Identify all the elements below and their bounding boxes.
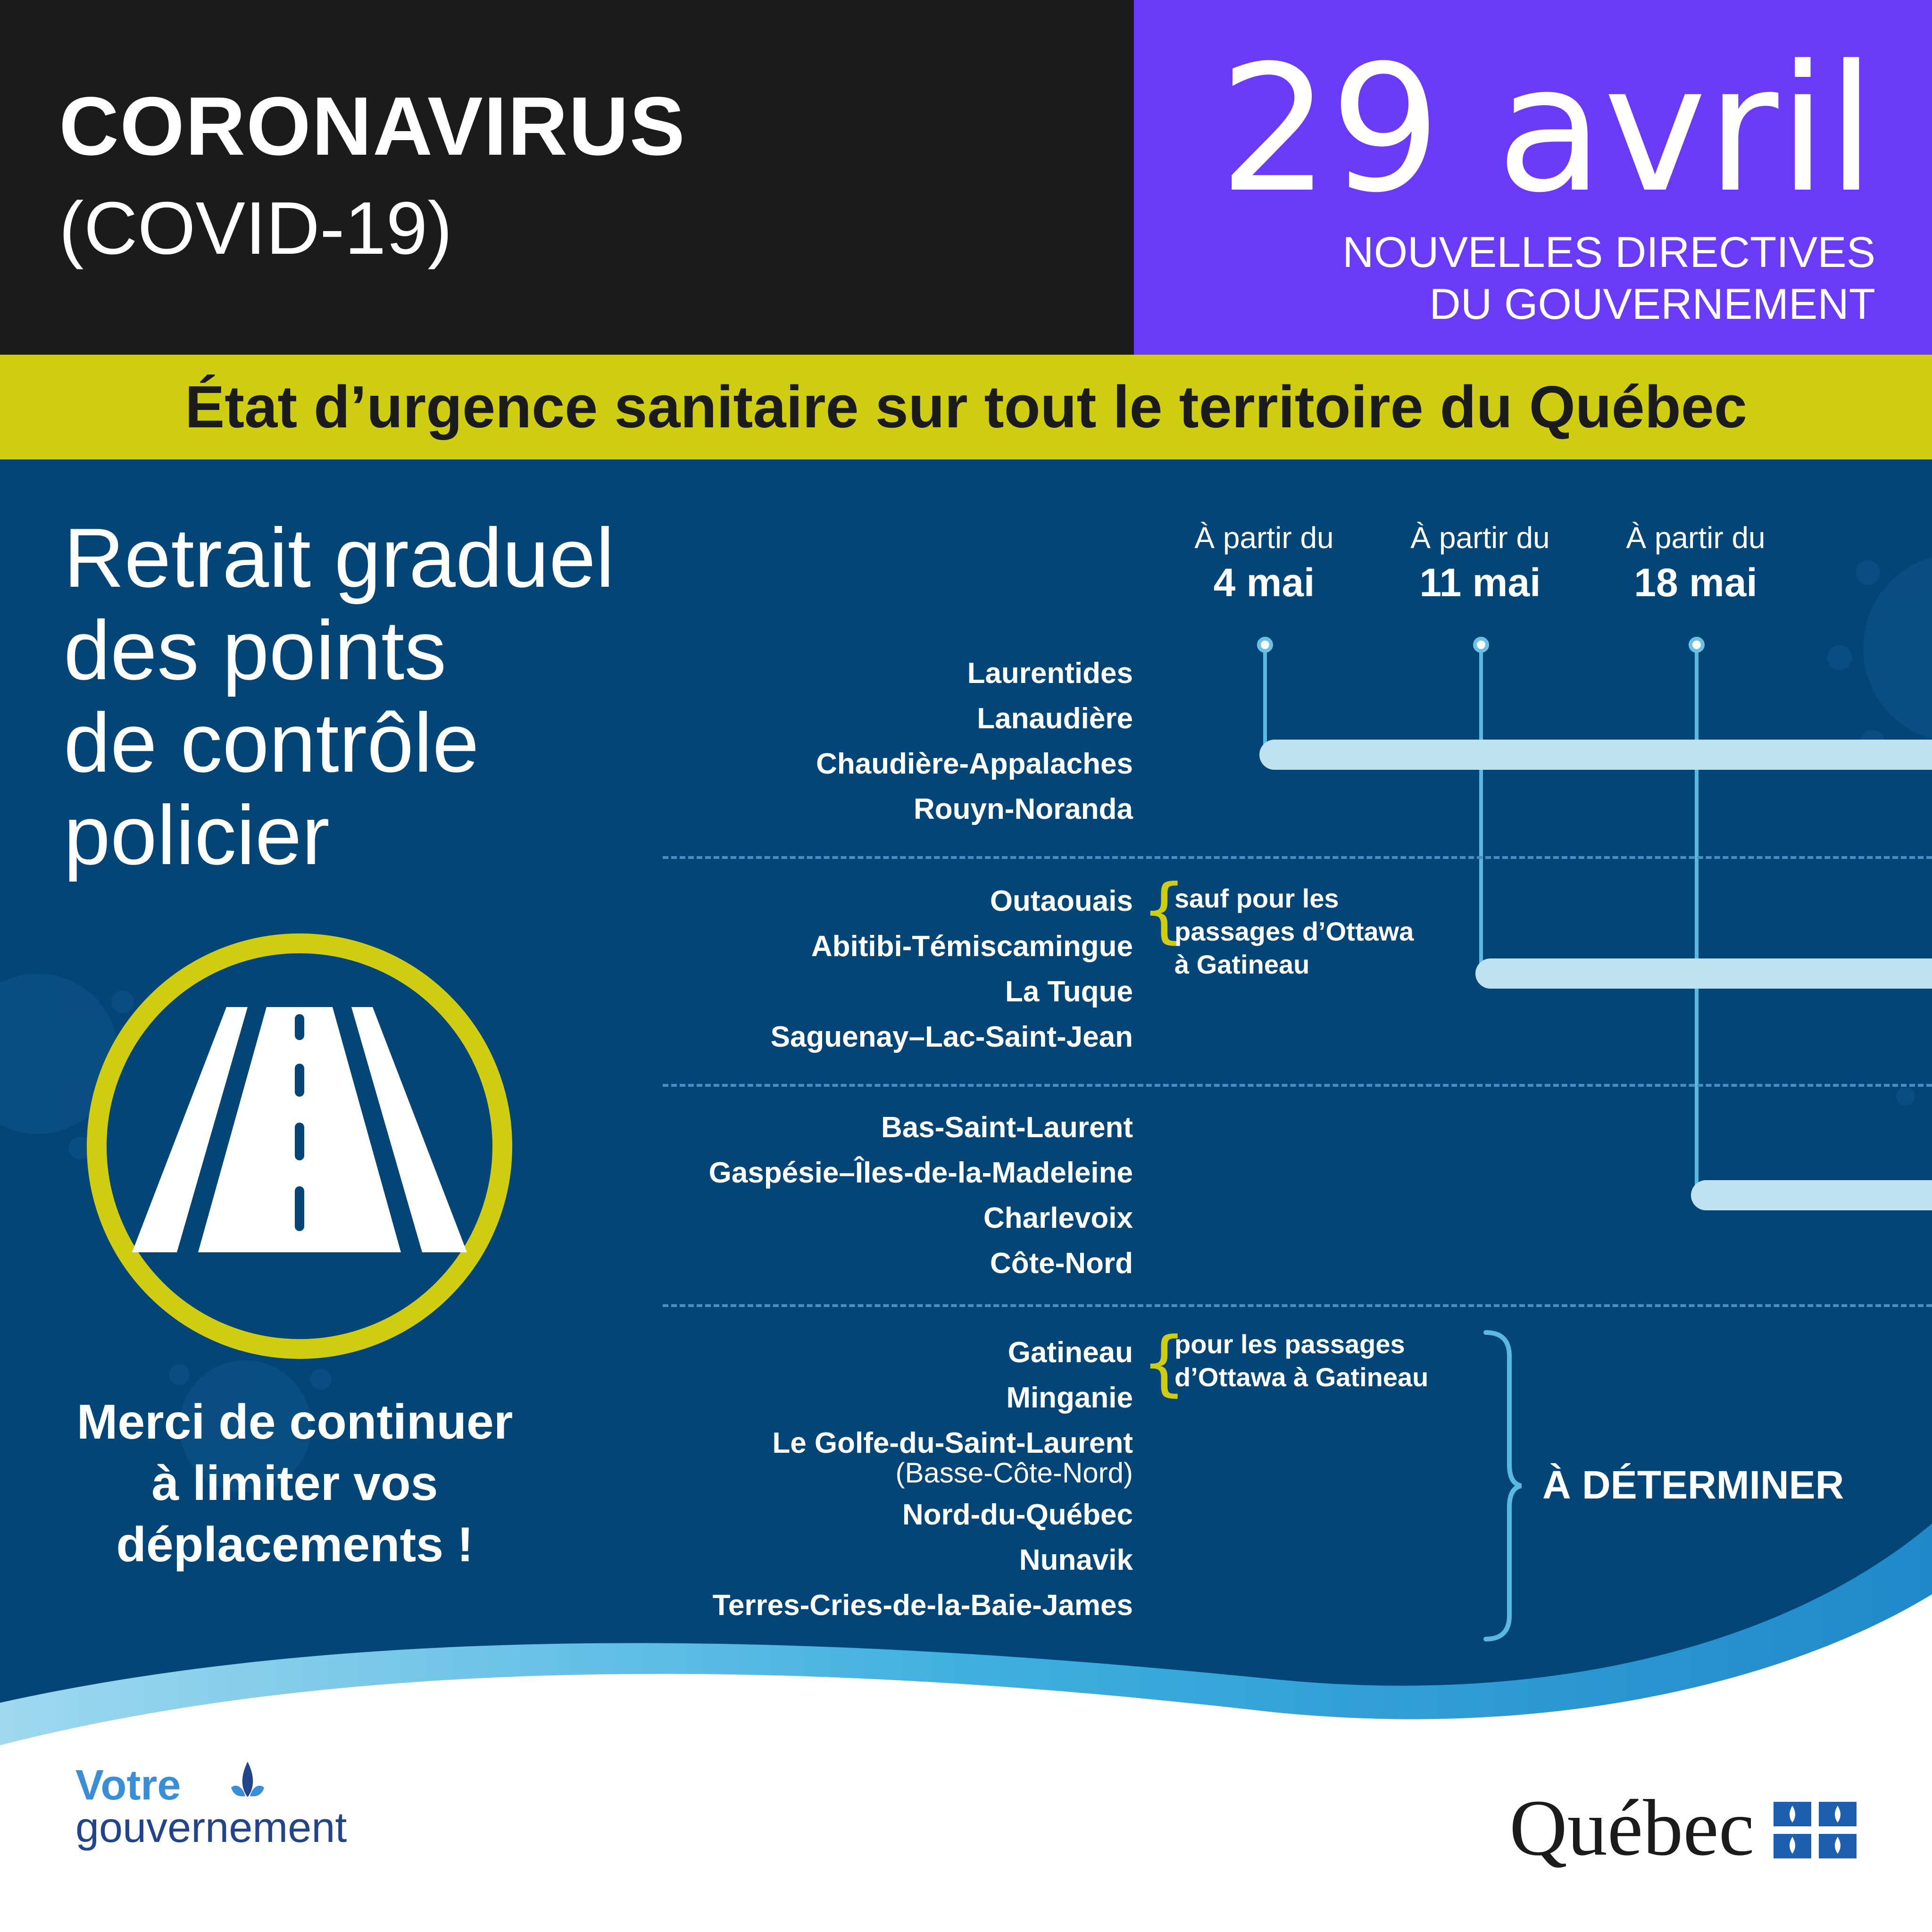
heading-line: policier (64, 788, 330, 882)
column-prefix: À partir du (1626, 521, 1765, 555)
votre-gouvernement-logo-line2: gouvernement (75, 1804, 347, 1851)
column-header-18-mai (1597, 519, 1795, 608)
timeline-bar-4-mai (1259, 740, 1932, 770)
directives-line-1: NOUVELLES DIRECTIVES (1342, 228, 1875, 276)
region-name: Outaouais (990, 885, 1133, 917)
region-name: Abitibi-Témiscamingue (811, 930, 1133, 963)
region-name: Minganie (1006, 1382, 1133, 1414)
timeline-bar-11-mai (1475, 958, 1932, 989)
votre-gouvernement-logo-line1: Votre (75, 1762, 181, 1809)
timeline-line-18-mai (1695, 646, 1699, 1198)
region-group-4-mai (816, 651, 1133, 832)
quebec-flag-icon (1774, 1802, 1857, 1858)
group-separator (663, 856, 1932, 859)
column-header-4-mai (1165, 519, 1363, 608)
main-heading (64, 512, 700, 882)
group-separator (663, 1304, 1932, 1307)
announcement-date: 29 avril (1219, 28, 1875, 231)
column-date: 18 mai (1634, 560, 1757, 605)
region-name: Le Golfe-du-Saint-Laurent (772, 1427, 1133, 1459)
column-prefix: À partir du (1194, 521, 1334, 555)
note-line: sauf pour les (1174, 883, 1339, 913)
timeline-line-11-mai (1479, 646, 1483, 976)
note-line: passages d’Ottawa (1174, 916, 1414, 946)
thanks-line: à limiter vos (151, 1456, 438, 1511)
group-separator (663, 1084, 1932, 1087)
column-date: 4 mai (1213, 560, 1315, 605)
column-header-11-mai (1381, 519, 1579, 608)
region-name: Laurentides (967, 657, 1133, 690)
directives-line-2: DU GOUVERNEMENT (1429, 280, 1875, 328)
region-name-sub: (Basse-Côte-Nord) (895, 1457, 1133, 1489)
region-group-11-mai (771, 879, 1133, 1060)
gatineau-note (1174, 1328, 1428, 1394)
note-line: d’Ottawa à Gatineau (1174, 1362, 1429, 1392)
region-name: Terres-Cries-de-la-Baie-James (712, 1589, 1133, 1622)
note-line: pour les passages (1174, 1329, 1405, 1359)
note-brace-icon: { (1141, 1322, 1187, 1404)
region-name: La Tuque (1005, 975, 1133, 1008)
column-date: 11 mai (1419, 560, 1541, 605)
quebec-wordmark: Québec (1509, 1783, 1755, 1872)
region-group-18-mai (709, 1105, 1133, 1286)
note-brace-icon: { (1141, 869, 1187, 951)
region-name: Nunavik (1019, 1544, 1133, 1576)
header-dark-panel (0, 0, 1134, 355)
timeline-dot (1257, 637, 1273, 653)
page-subtitle: (COVID-19) (59, 187, 452, 270)
thanks-line: déplacements ! (116, 1517, 474, 1572)
region-name: Saguenay–Lac-Saint-Jean (770, 1021, 1133, 1053)
timeline-dot (1689, 637, 1705, 653)
heading-line: des points (64, 603, 447, 697)
region-name: Rouyn-Noranda (914, 793, 1133, 825)
timeline-line-4-mai (1263, 646, 1267, 755)
region-name: Gatineau (1008, 1336, 1133, 1369)
region-name: Côte-Nord (990, 1247, 1133, 1280)
fleur-de-lis-icon (226, 1759, 269, 1807)
column-prefix: À partir du (1410, 521, 1550, 555)
emergency-banner-text: État d’urgence sanitaire sur tout le territoire du Québec (185, 374, 1747, 440)
region-name: Lanaudière (977, 702, 1133, 735)
status-to-be-determined: À DÉTERMINER (1542, 1463, 1844, 1507)
outaouais-note (1174, 882, 1414, 981)
heading-line: de contrôle (64, 696, 479, 790)
region-name: Charlevoix (983, 1202, 1133, 1234)
timeline-dot (1473, 637, 1489, 653)
region-name: Gaspésie–Îles-de-la-Madeleine (708, 1157, 1133, 1189)
region-name: Bas-Saint-Laurent (881, 1111, 1133, 1144)
thanks-line: Merci de continuer (76, 1395, 513, 1449)
directives-label (1342, 226, 1875, 330)
heading-line: Retrait graduel (64, 511, 615, 605)
road-icon (80, 927, 519, 1366)
page-title: CORONAVIRUS (59, 80, 686, 173)
region-name: Nord-du-Québec (902, 1499, 1133, 1531)
note-line: à Gatineau (1174, 949, 1310, 979)
region-name: Chaudière-Appalaches (816, 748, 1133, 780)
timeline-bar-18-mai (1691, 1180, 1932, 1210)
